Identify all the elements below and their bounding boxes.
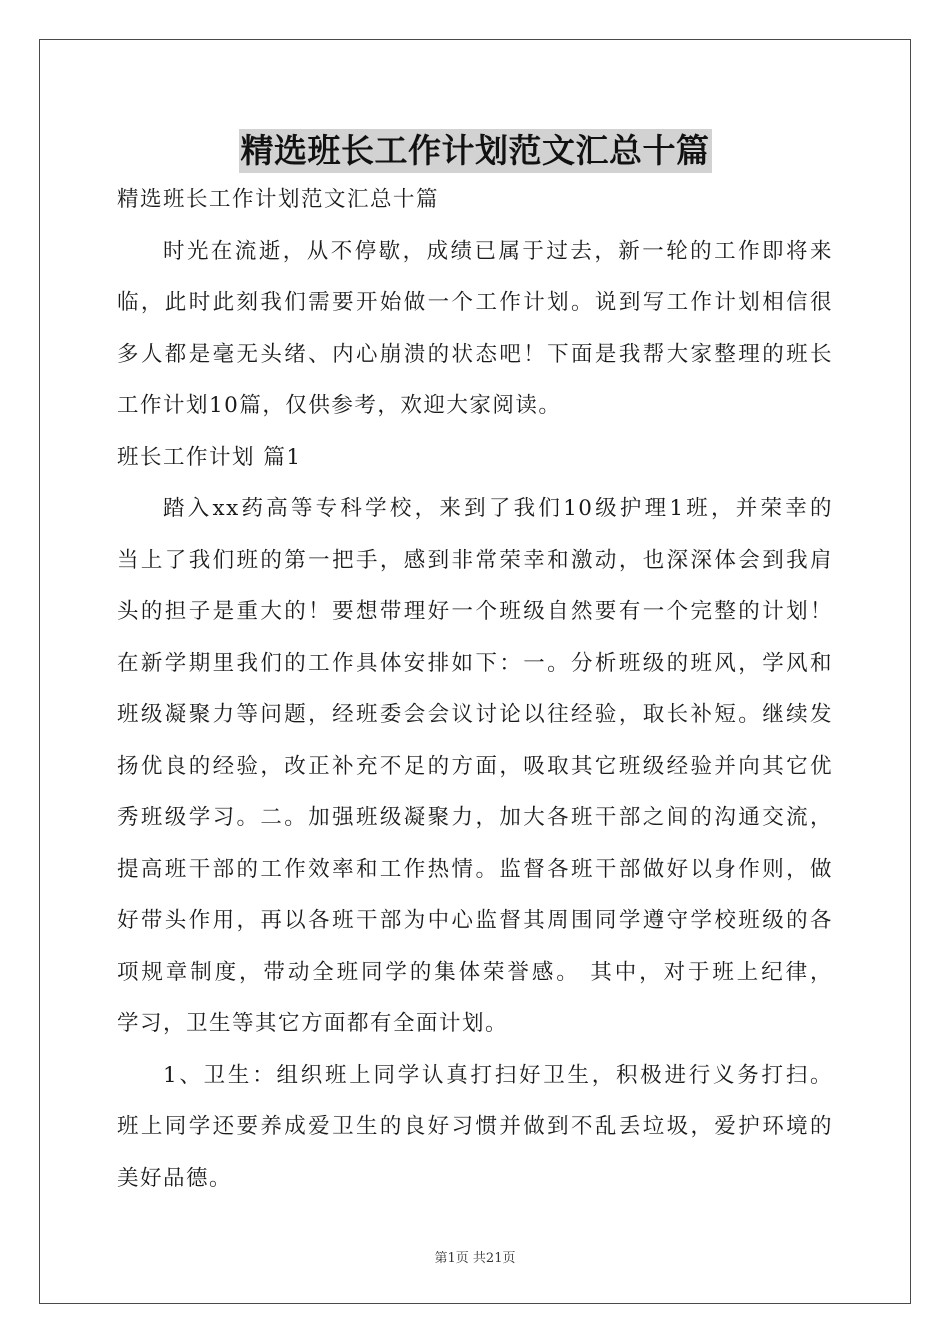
paragraph-line: 临，此时此刻我们需要开始做一个工作计划。说到写工作计划相信很 — [117, 290, 833, 315]
document-title-text: 精选班长工作计划范文汇总十篇 — [239, 129, 712, 173]
paragraph-line: 时光在流逝，从不停歇，成绩已属于过去，新一轮的工作即将来 — [163, 238, 833, 264]
document-body — [117, 178, 833, 1208]
paragraph-line: 项规章制度，带动全班同学的集体荣誉感。 其中，对于班上纪律， — [117, 959, 833, 985]
document-title — [0, 126, 950, 176]
paragraph-line: 班上同学还要养成爱卫生的良好习惯并做到不乱丢垃圾，爱护环境的 — [117, 1114, 833, 1139]
paragraph-line: 扬优良的经验，改正补充不足的方面，吸取其它班级经验并向其它优 — [117, 753, 833, 779]
paragraph-line: 学习，卫生等其它方面都有全面计划。 — [117, 1011, 509, 1036]
paragraph-line: 踏入xx药高等专科学校，来到了我们10级护理1班，并荣幸的 — [163, 496, 833, 521]
paragraph-line: 美好品德。 — [117, 1165, 233, 1191]
paragraph-line: 1、卫生：组织班上同学认真打扫好卫生，积极进行义务打扫。 — [163, 1062, 833, 1088]
paragraph-line: 头的担子是重大的！要想带理好一个班级自然要有一个完整的计划！ — [117, 599, 833, 624]
paragraph-line: 在新学期里我们的工作具体安排如下：一。分析班级的班风，学风和 — [117, 650, 833, 676]
paragraph-line: 工作计划10篇，仅供参考，欢迎大家阅读。 — [117, 393, 562, 418]
paragraph-line: 秀班级学习。二。加强班级凝聚力，加大各班干部之间的沟通交流， — [117, 805, 833, 830]
paragraph-line: 当上了我们班的第一把手，感到非常荣幸和激动，也深深体会到我肩 — [117, 547, 833, 573]
paragraph-line: 多人都是毫无头绪、内心崩溃的状态吧！下面是我帮大家整理的班长 — [117, 341, 833, 367]
paragraph-line: 好带头作用，再以各班干部为中心监督其周围同学遵守学校班级的各 — [117, 908, 833, 933]
section-heading: 班长工作计划 篇1 — [117, 444, 302, 470]
paragraph-line: 班级凝聚力等问题，经班委会会议讨论以往经验，取长补短。继续发 — [117, 702, 833, 727]
subtitle-line: 精选班长工作计划范文汇总十篇 — [117, 187, 440, 212]
page-number: 第1页 共21页 — [434, 1251, 516, 1266]
paragraph-line: 提高班干部的工作效率和工作热情。监督各班干部做好以身作则，做 — [117, 856, 833, 882]
